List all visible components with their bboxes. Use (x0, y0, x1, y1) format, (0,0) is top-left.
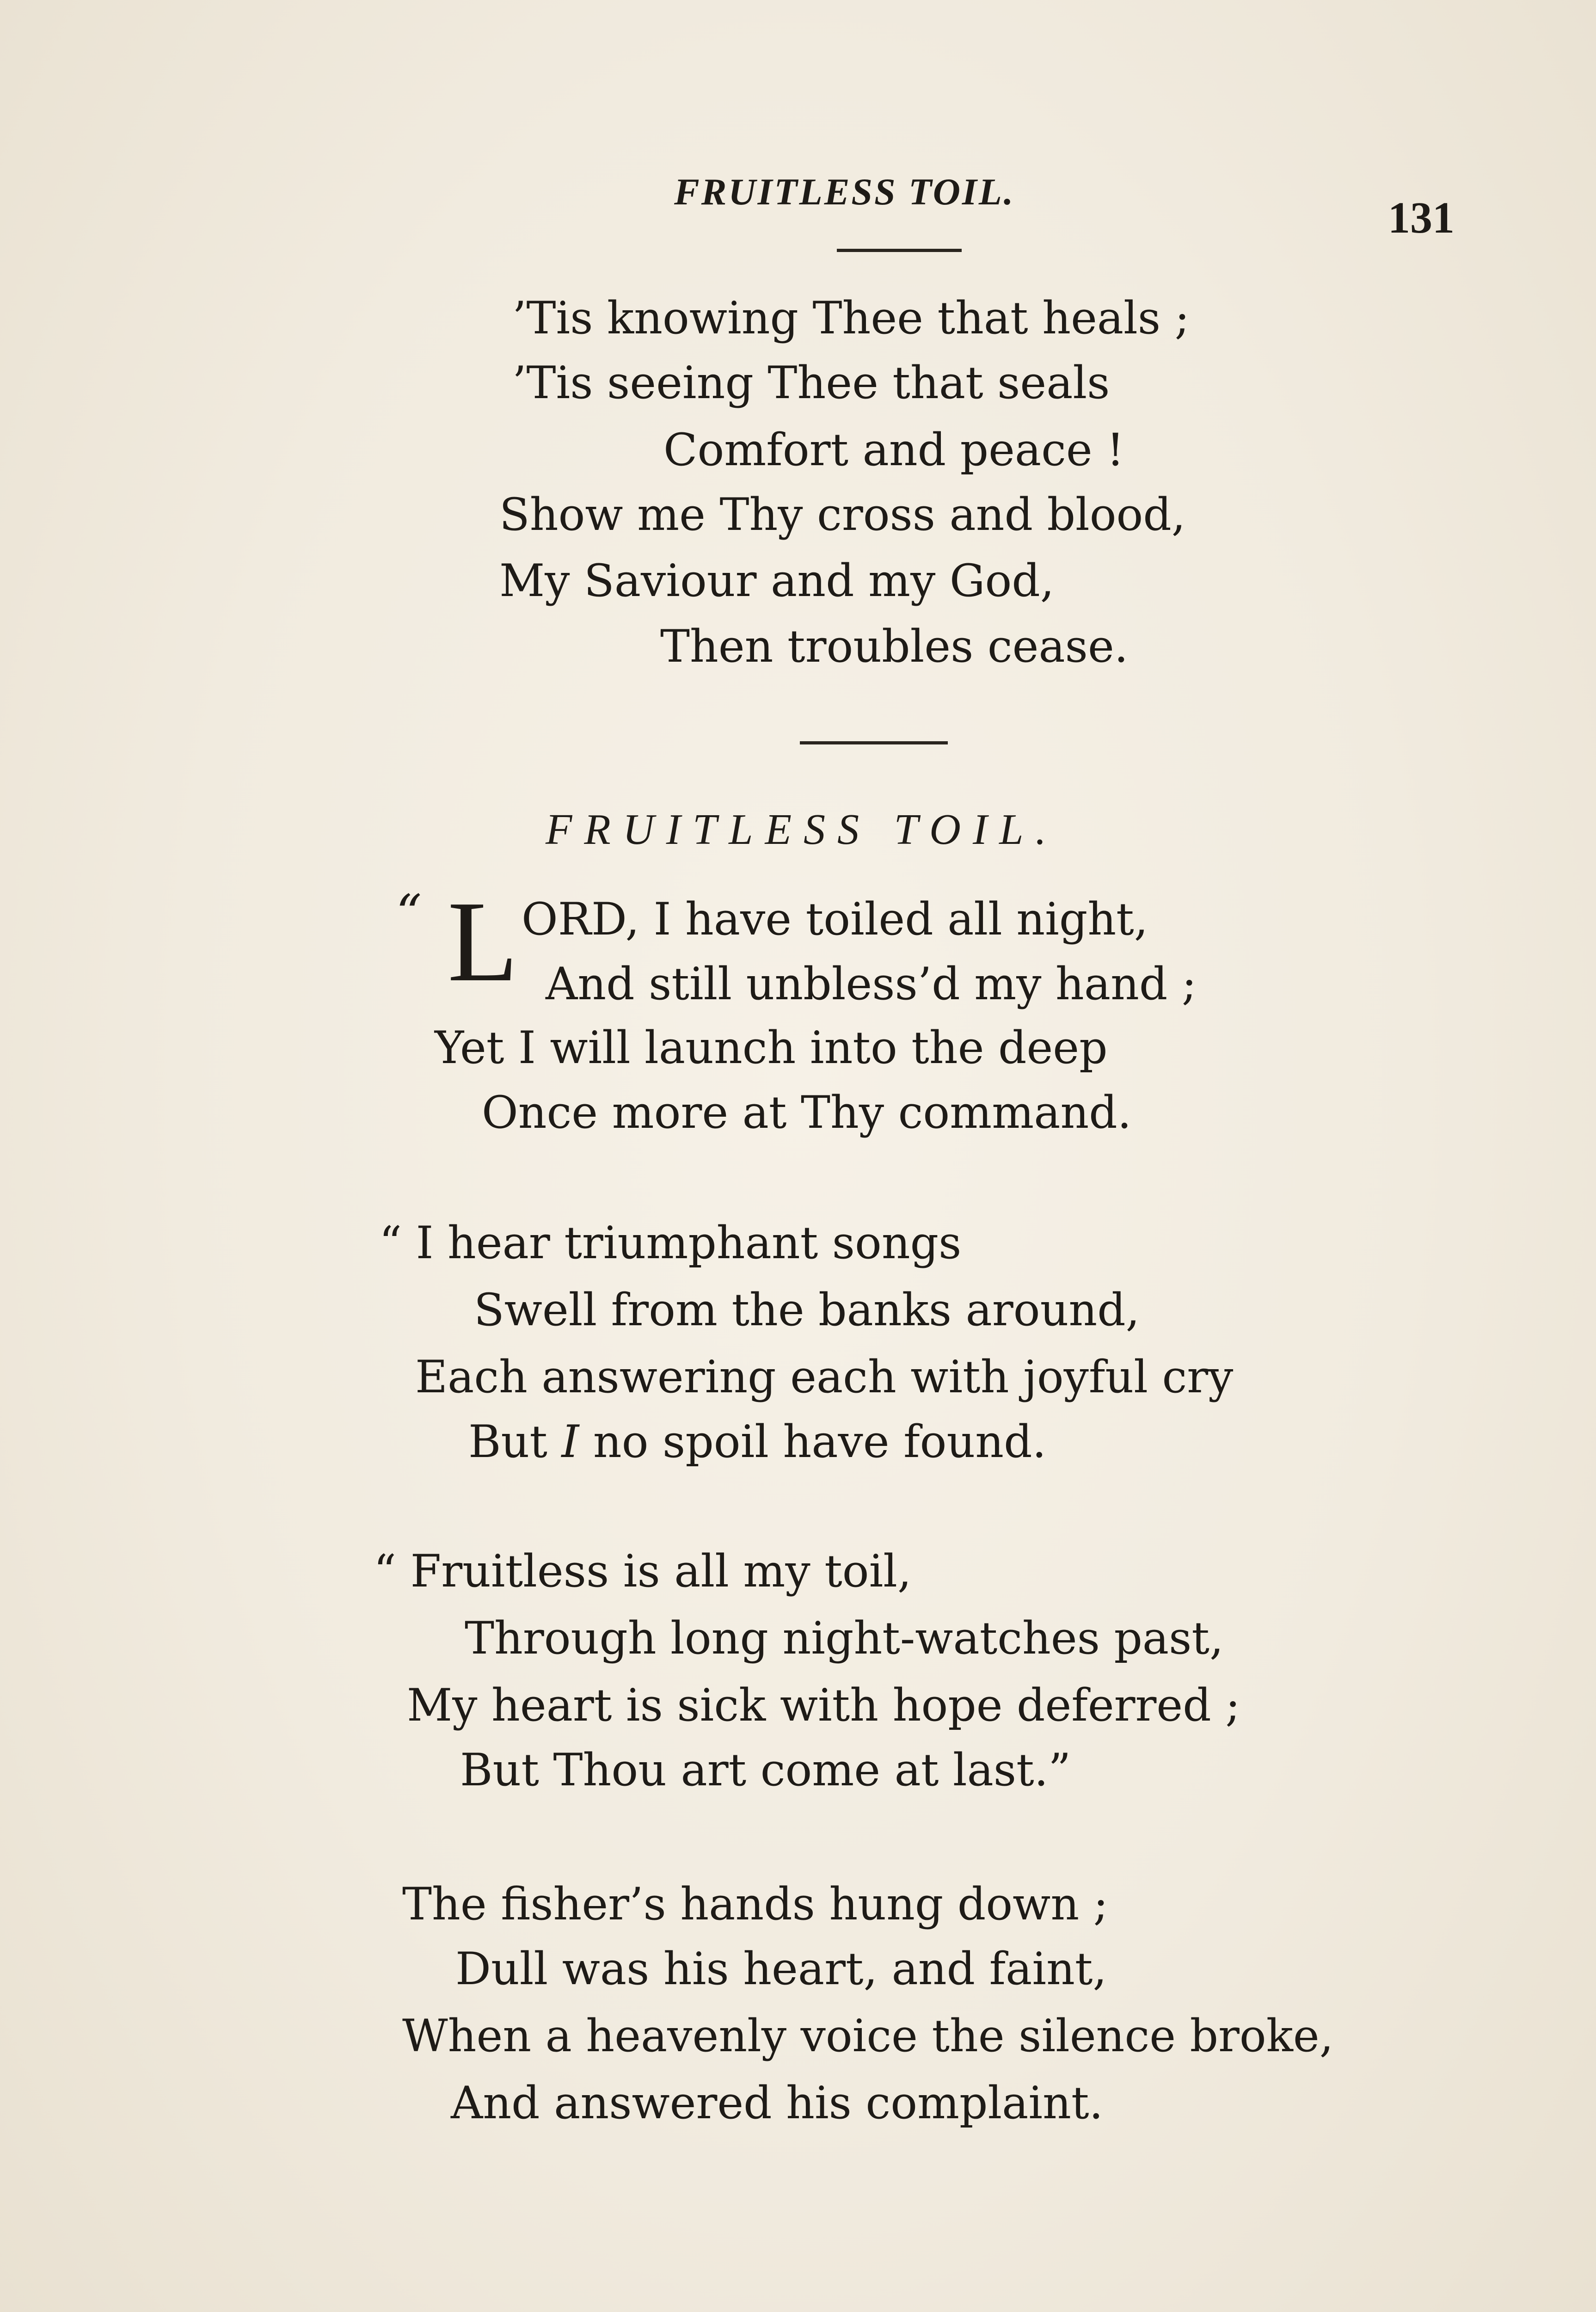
verse-line: ’Tis knowing Thee that heals ; (512, 292, 1190, 344)
header-rule (837, 249, 962, 252)
verse-line: But Thou art come at last.” (460, 1744, 1071, 1796)
verse-line: Once more at Thy command. (482, 1087, 1132, 1138)
verse-line: And answered his complaint. (451, 2077, 1104, 2129)
verse-line: Yet I will launch into the deep (435, 1022, 1108, 1074)
verse-line: Show me Thy cross and blood, (499, 489, 1186, 541)
verse-line: Comfort and peace ! (663, 424, 1124, 476)
section-divider-rule (800, 741, 948, 744)
poem-title: FRUITLESS TOIL. (546, 806, 1059, 854)
verse-line: Through long night-watches past, (465, 1612, 1224, 1664)
verse-line: And still unbless’d my hand ; (546, 958, 1197, 1010)
verse-line: “ Fruitless is all my toil, (374, 1545, 912, 1597)
verse-line: Each answering each with joyful cry (415, 1351, 1234, 1403)
verse-line: The fisher’s hands hung down ; (402, 1878, 1108, 1930)
verse-line: My heart is sick with hope deferred ; (407, 1679, 1240, 1731)
verse-line: ’Tis seeing Thee that seals (512, 357, 1110, 409)
drop-cap: L (448, 878, 518, 1006)
verse-line: My Saviour and my God, (499, 555, 1055, 607)
verse-line: When a heavenly voice the silence broke, (402, 2010, 1334, 2062)
verse-line: “ I hear triumphant songs (379, 1217, 962, 1269)
page-number: 131 (1388, 193, 1455, 242)
verse-line: Dull was his heart, and faint, (455, 1943, 1107, 1995)
verse-line: Swell from the banks around, (474, 1284, 1140, 1336)
verse-line: ORD, I have toiled all night, (522, 893, 1148, 945)
verse-line: Then troubles cease. (660, 621, 1129, 672)
verse-line: But I no spoil have found. (468, 1416, 1047, 1468)
opening-quote: “ (396, 884, 422, 943)
running-head-title: FRUITLESS TOIL. (674, 171, 1015, 213)
